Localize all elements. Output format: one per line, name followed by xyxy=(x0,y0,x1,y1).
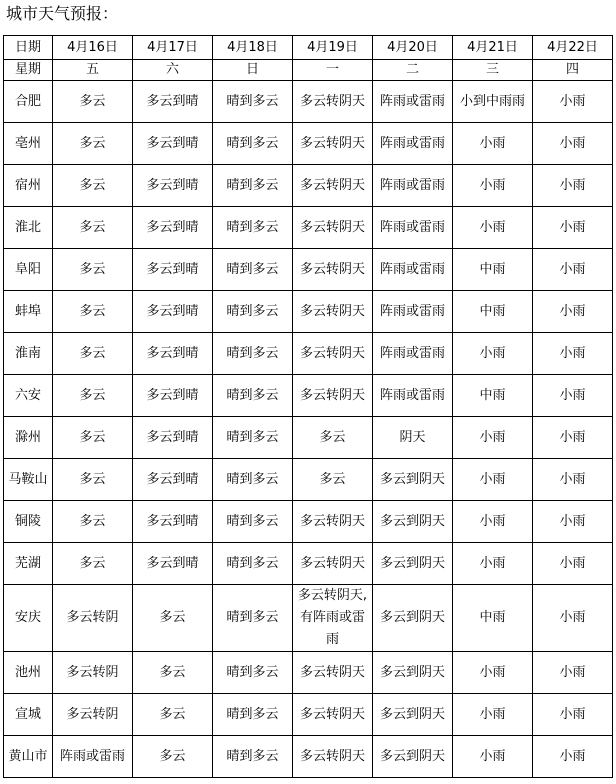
forecast-cell: 多云转阴天 xyxy=(293,333,373,375)
table-row xyxy=(4,249,613,291)
forecast-cell: 小雨 xyxy=(533,543,613,585)
forecast-cell: 多云转阴 xyxy=(53,585,133,652)
forecast-cell: 晴到多云 xyxy=(213,249,293,291)
forecast-cell: 多云转阴天 xyxy=(293,543,373,585)
weekday-cell: 一 xyxy=(293,60,373,81)
forecast-cell: 小雨 xyxy=(453,543,533,585)
forecast-cell: 多云 xyxy=(133,585,213,652)
city-name: 蚌埠 xyxy=(4,291,53,333)
forecast-cell: 多云到晴 xyxy=(133,543,213,585)
table-row xyxy=(4,652,613,694)
forecast-cell: 阵雨或雷雨 xyxy=(53,736,133,778)
table-row xyxy=(4,543,613,585)
forecast-cell: 小到中雨雨 xyxy=(453,81,533,123)
forecast-cell: 多云到晴 xyxy=(133,291,213,333)
forecast-cell: 小雨 xyxy=(533,207,613,249)
header-row-weekdays xyxy=(4,60,613,81)
table-row xyxy=(4,207,613,249)
forecast-table xyxy=(3,35,613,778)
date-cell: 4月17日 xyxy=(133,36,213,60)
forecast-cell: 小雨 xyxy=(533,501,613,543)
forecast-cell: 小雨 xyxy=(453,123,533,165)
table-row xyxy=(4,123,613,165)
forecast-cell: 多云到晴 xyxy=(133,417,213,459)
table-row xyxy=(4,694,613,736)
date-cell: 4月16日 xyxy=(53,36,133,60)
forecast-cell: 多云 xyxy=(53,375,133,417)
table-row xyxy=(4,333,613,375)
forecast-cell: 多云到阴天 xyxy=(373,652,453,694)
forecast-cell: 晴到多云 xyxy=(213,207,293,249)
forecast-cell: 多云 xyxy=(53,417,133,459)
forecast-cell: 多云转阴天 xyxy=(293,207,373,249)
city-name: 黄山市 xyxy=(4,736,53,778)
forecast-cell: 晴到多云 xyxy=(213,333,293,375)
forecast-cell: 多云转阴天,有阵雨或雷雨 xyxy=(293,585,373,652)
forecast-cell: 晴到多云 xyxy=(213,375,293,417)
weekday-cell: 六 xyxy=(133,60,213,81)
forecast-cell: 多云到晴 xyxy=(133,81,213,123)
city-name: 淮南 xyxy=(4,333,53,375)
forecast-cell: 多云到晴 xyxy=(133,333,213,375)
city-name: 安庆 xyxy=(4,585,53,652)
date-cell: 4月18日 xyxy=(213,36,293,60)
weekday-label: 星期 xyxy=(4,60,53,81)
city-name: 池州 xyxy=(4,652,53,694)
forecast-cell: 中雨 xyxy=(453,249,533,291)
forecast-cell: 多云 xyxy=(53,81,133,123)
table-row xyxy=(4,501,613,543)
forecast-cell: 多云 xyxy=(293,459,373,501)
forecast-cell: 多云 xyxy=(53,249,133,291)
forecast-cell: 中雨 xyxy=(453,375,533,417)
forecast-cell: 中雨 xyxy=(453,291,533,333)
forecast-cell: 晴到多云 xyxy=(213,291,293,333)
forecast-cell: 多云到晴 xyxy=(133,207,213,249)
forecast-cell: 阵雨或雷雨 xyxy=(373,165,453,207)
forecast-cell: 多云 xyxy=(133,736,213,778)
forecast-cell: 小雨 xyxy=(533,417,613,459)
forecast-cell: 多云到晴 xyxy=(133,375,213,417)
forecast-cell: 多云转阴天 xyxy=(293,123,373,165)
forecast-cell: 多云转阴天 xyxy=(293,249,373,291)
forecast-cell: 多云到晴 xyxy=(133,459,213,501)
city-name: 合肥 xyxy=(4,81,53,123)
city-name: 亳州 xyxy=(4,123,53,165)
forecast-cell: 小雨 xyxy=(533,652,613,694)
forecast-cell: 多云到阴天 xyxy=(373,459,453,501)
forecast-cell: 小雨 xyxy=(533,291,613,333)
city-name: 淮北 xyxy=(4,207,53,249)
forecast-cell: 小雨 xyxy=(533,165,613,207)
forecast-cell: 晴到多云 xyxy=(213,459,293,501)
table-row xyxy=(4,375,613,417)
city-name: 宣城 xyxy=(4,694,53,736)
forecast-cell: 晴到多云 xyxy=(213,417,293,459)
forecast-cell: 多云到阴天 xyxy=(373,694,453,736)
forecast-cell: 多云转阴 xyxy=(53,694,133,736)
forecast-cell: 小雨 xyxy=(533,249,613,291)
forecast-cell: 多云转阴天 xyxy=(293,652,373,694)
forecast-cell: 小雨 xyxy=(453,652,533,694)
forecast-cell: 中雨 xyxy=(453,585,533,652)
forecast-cell: 阵雨或雷雨 xyxy=(373,123,453,165)
city-name: 宿州 xyxy=(4,165,53,207)
city-name: 滁州 xyxy=(4,417,53,459)
forecast-cell: 晴到多云 xyxy=(213,694,293,736)
forecast-cell: 多云到晴 xyxy=(133,123,213,165)
forecast-cell: 多云转阴天 xyxy=(293,81,373,123)
weekday-cell: 日 xyxy=(213,60,293,81)
forecast-cell: 小雨 xyxy=(453,417,533,459)
forecast-cell: 多云转阴天 xyxy=(293,165,373,207)
forecast-cell: 阵雨或雷雨 xyxy=(373,291,453,333)
table-row xyxy=(4,165,613,207)
table-row xyxy=(4,736,613,778)
forecast-cell: 多云 xyxy=(53,165,133,207)
forecast-cell: 多云转阴天 xyxy=(293,501,373,543)
forecast-cell: 小雨 xyxy=(533,375,613,417)
date-cell: 4月20日 xyxy=(373,36,453,60)
header-row-dates xyxy=(4,36,613,60)
forecast-cell: 小雨 xyxy=(453,207,533,249)
forecast-cell: 多云 xyxy=(53,333,133,375)
forecast-cell: 阵雨或雷雨 xyxy=(373,375,453,417)
weekday-cell: 四 xyxy=(533,60,613,81)
table-row xyxy=(4,585,613,652)
weekday-cell: 二 xyxy=(373,60,453,81)
date-cell: 4月21日 xyxy=(453,36,533,60)
forecast-cell: 多云 xyxy=(53,543,133,585)
city-name: 铜陵 xyxy=(4,501,53,543)
forecast-cell: 多云到阴天 xyxy=(373,585,453,652)
forecast-cell: 晴到多云 xyxy=(213,543,293,585)
forecast-cell: 多云转阴天 xyxy=(293,291,373,333)
forecast-cell: 阵雨或雷雨 xyxy=(373,249,453,291)
forecast-cell: 多云 xyxy=(53,207,133,249)
forecast-cell: 多云 xyxy=(53,459,133,501)
forecast-cell: 阵雨或雷雨 xyxy=(373,333,453,375)
city-name: 六安 xyxy=(4,375,53,417)
city-name: 马鞍山 xyxy=(4,459,53,501)
forecast-cell: 小雨 xyxy=(453,165,533,207)
page-title: 城市天气预报： xyxy=(6,4,119,23)
forecast-cell: 小雨 xyxy=(533,123,613,165)
forecast-cell: 多云转阴 xyxy=(53,652,133,694)
forecast-cell: 多云到阴天 xyxy=(373,543,453,585)
forecast-cell: 多云 xyxy=(53,123,133,165)
city-name: 阜阳 xyxy=(4,249,53,291)
table-row xyxy=(4,81,613,123)
weekday-cell: 五 xyxy=(53,60,133,81)
table-row xyxy=(4,417,613,459)
forecast-cell: 晴到多云 xyxy=(213,81,293,123)
table-row xyxy=(4,291,613,333)
forecast-cell: 小雨 xyxy=(533,459,613,501)
forecast-cell: 晴到多云 xyxy=(213,501,293,543)
forecast-cell: 多云 xyxy=(133,694,213,736)
table-row xyxy=(4,459,613,501)
forecast-cell: 晴到多云 xyxy=(213,652,293,694)
forecast-cell: 小雨 xyxy=(533,736,613,778)
forecast-cell: 小雨 xyxy=(533,585,613,652)
weekday-cell: 三 xyxy=(453,60,533,81)
forecast-cell: 多云到晴 xyxy=(133,249,213,291)
forecast-cell: 多云到晴 xyxy=(133,501,213,543)
forecast-cell: 多云 xyxy=(133,652,213,694)
date-cell: 4月22日 xyxy=(533,36,613,60)
forecast-cell: 小雨 xyxy=(533,81,613,123)
forecast-cell: 多云转阴天 xyxy=(293,694,373,736)
city-name: 芜湖 xyxy=(4,543,53,585)
forecast-cell: 多云到晴 xyxy=(133,165,213,207)
forecast-cell: 多云到阴天 xyxy=(373,736,453,778)
forecast-cell: 晴到多云 xyxy=(213,123,293,165)
forecast-cell: 小雨 xyxy=(453,501,533,543)
forecast-cell: 小雨 xyxy=(453,736,533,778)
forecast-cell: 小雨 xyxy=(533,333,613,375)
forecast-cell: 小雨 xyxy=(453,459,533,501)
forecast-cell: 阴天 xyxy=(373,417,453,459)
forecast-cell: 小雨 xyxy=(453,333,533,375)
forecast-cell: 晴到多云 xyxy=(213,736,293,778)
forecast-cell: 阵雨或雷雨 xyxy=(373,207,453,249)
forecast-cell: 多云转阴天 xyxy=(293,375,373,417)
date-label: 日期 xyxy=(4,36,53,60)
forecast-cell: 多云 xyxy=(53,291,133,333)
forecast-cell: 多云转阴天 xyxy=(293,736,373,778)
date-cell: 4月19日 xyxy=(293,36,373,60)
forecast-cell: 阵雨或雷雨 xyxy=(373,81,453,123)
forecast-cell: 小雨 xyxy=(453,694,533,736)
forecast-cell: 晴到多云 xyxy=(213,585,293,652)
forecast-cell: 晴到多云 xyxy=(213,165,293,207)
forecast-cell: 小雨 xyxy=(533,694,613,736)
forecast-cell: 多云到阴天 xyxy=(373,501,453,543)
forecast-cell: 多云 xyxy=(293,417,373,459)
forecast-cell: 多云 xyxy=(53,501,133,543)
